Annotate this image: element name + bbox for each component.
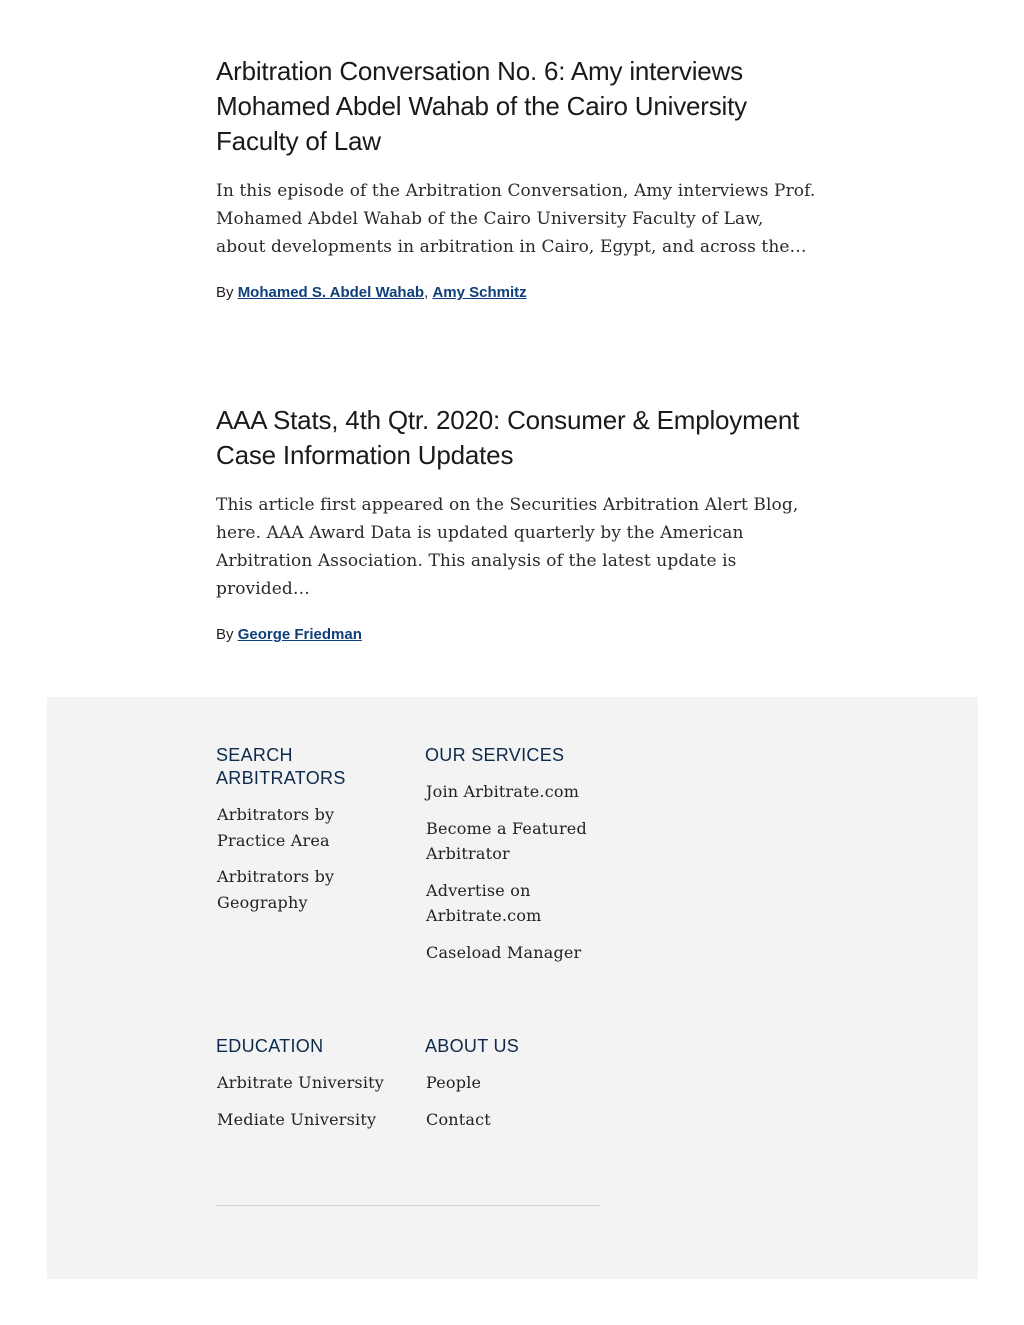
footer-heading: EDUCATION [216,1036,324,1056]
author-link[interactable]: George Friedman [237,626,362,643]
footer-link-list [426,779,605,965]
footer-link[interactable]: Mediate University [217,1109,377,1129]
footer-link[interactable]: Arbitrators by Geography [217,867,335,912]
footer-link-list [217,1070,396,1132]
footer-link[interactable]: Caseload Manager [426,942,582,962]
footer-column-education [216,1035,396,1143]
footer-link[interactable]: Join Arbitrate.com [426,782,580,801]
footer-column-search-arbitrators [216,744,396,926]
author-link[interactable]: Amy Schmitz [432,284,527,301]
footer-link[interactable]: People [426,1073,482,1092]
footer-column-about-us [425,1035,605,1143]
footer-link[interactable]: Contact [426,1109,491,1129]
footer-link[interactable]: Become a Featured Arbitrator [426,818,587,863]
article-title[interactable]: AAA Stats, 4th Qtr. 2020: Consumer & Employment Case Information Updates [216,405,800,470]
article-card [216,54,816,303]
footer-heading: OUR SERVICES [425,745,565,765]
article-byline [216,625,816,645]
byline-label: By [216,626,234,643]
footer-column-our-services [425,744,605,976]
footer-divider [216,1205,600,1206]
footer-link-list [217,802,396,915]
site-footer [47,697,978,1279]
article-excerpt: In this episode of the Arbitration Conversation, Amy interviews Prof. Mohamed Abdel Wahab of the Cairo University Faculty of Law, about developments in arbitration in Cairo, Egypt, and across the… [216,181,816,257]
article-title[interactable]: Arbitration Conversation No. 6: Amy interviews Mohamed Abdel Wahab of the Cairo University Faculty of Law [216,56,747,156]
author-separator: , [424,284,429,301]
footer-heading: SEARCH ARBITRATORS [216,745,346,788]
article-excerpt: This article first appeared on the Securities Arbitration Alert Blog, here. AAA Award Data is updated quarterly by the American Arbitration Association. This analysis of the latest update is provided… [216,495,799,599]
byline-label: By [216,284,234,301]
footer-link[interactable]: Advertise on Arbitrate.com [426,880,542,925]
article-card [216,403,816,645]
footer-link[interactable]: Arbitrate University [217,1073,385,1092]
footer-link[interactable]: Arbitrators by Practice Area [217,805,335,850]
footer-heading: ABOUT US [425,1036,520,1056]
author-link[interactable]: Mohamed S. Abdel Wahab [237,284,425,301]
article-byline [216,283,816,303]
footer-link-list [426,1070,605,1132]
